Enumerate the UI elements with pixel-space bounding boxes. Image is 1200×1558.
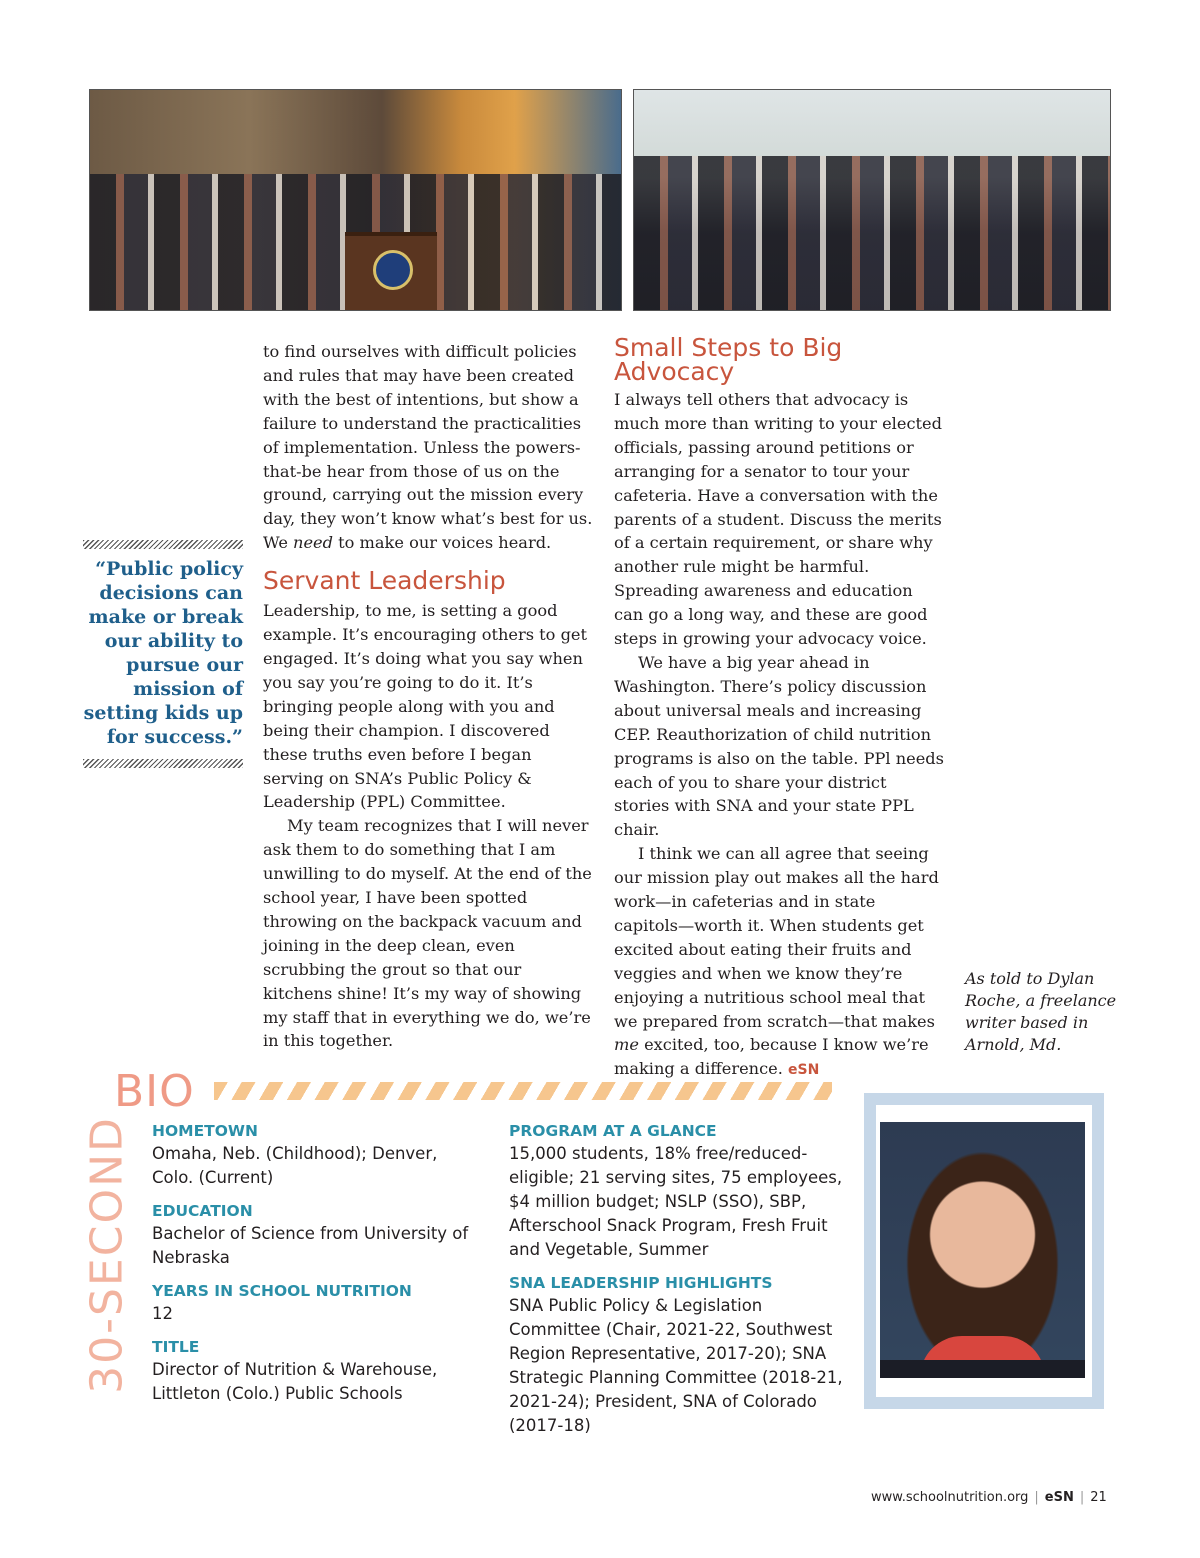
paragraph-text: I think we can all agree that seeing our mission play out makes all the hard work—in cafeterias and in state capitols—worth it. When students get excited about eating their fruits and veggies and when we know they’re enjoying a nutritious school meal that we prepared from scratch—that makes	[614, 844, 939, 1031]
section-heading-small-steps: Small Steps to Big Advocacy	[614, 333, 843, 386]
author-credit: As told to Dylan Roche, a freelance writer based in Arnold, Md.	[965, 969, 1117, 1054]
portrait-photo	[880, 1122, 1085, 1378]
bio-title: BIO	[114, 1066, 195, 1117]
paragraph-text: to find ourselves with difficult policies and rules that may have been created with the best of intentions, but show a failure to understand the practicalities of implementation. Unless the powers-that-be hear from those of us on the ground, carrying out the mission every day, they won’t know what’s best for us. We	[263, 342, 593, 553]
bio-column-left	[152, 1120, 482, 1416]
paragraph	[263, 340, 593, 555]
photo-state-seal	[373, 250, 413, 290]
footer-separator: |	[1079, 1490, 1085, 1505]
footer-website: www.schoolnutrition.org	[871, 1490, 1029, 1505]
emphasis-text: me	[614, 1035, 639, 1055]
end-mark-logo: eSN	[788, 1062, 820, 1079]
bio-value-leadership: SNA Public Policy & Legislation Committee (Chair, 2021-22, Southwest Region Representative, 2017-20); SNA Strategic Planning Committee (2018-21, 2021-24); President, SNA of Colorado (2017-18)	[509, 1296, 843, 1435]
bio-vertical-label: 30-SECOND	[81, 1116, 133, 1394]
bio-value-program: 15,000 students, 18% free/reduced-eligible; 21 serving sites, 75 employees, $4 million budget; NSLP (SSO), SBP, Afterschool Snack Program, Fresh Fruit and Vegetable, Summer	[509, 1144, 843, 1259]
paragraph: My team recognizes that I will never ask them to do something that I am unwilling to do myself. At the end of the school year, I have been spotted throwing on the backpack vacuum and joining in the deep clean, even scrubbing the grout so that our kitchens shine! It’s my way of showing my staff that in everything we do, we’re in this together.	[263, 816, 592, 1051]
pull-quote	[83, 540, 243, 768]
bio-label-title: TITLE	[152, 1338, 200, 1356]
page-footer	[871, 1490, 1107, 1505]
paragraph	[614, 842, 944, 1083]
hatch-rule-bottom	[83, 759, 243, 768]
bio-label-hometown: HOMETOWN	[152, 1122, 258, 1140]
footer-brand: eSN	[1044, 1490, 1074, 1505]
portrait-jacket	[880, 1360, 1085, 1378]
bio-stripe-decoration	[214, 1082, 832, 1100]
paragraph: Leadership, to me, is setting a good example. It’s encouraging others to get engaged. It’s doing what you say when you say you’re going to do it. It’s bringing people along with you and being their champion. I discovered these truths even before I began serving on SNA’s Public Policy & Leadership (PPL) Committee.	[263, 601, 588, 812]
bio-value-education: Bachelor of Science from University of Nebraska	[152, 1224, 469, 1267]
page-number: 21	[1090, 1490, 1107, 1505]
hatch-rule-top	[83, 540, 243, 549]
paragraph-text: to make our voices heard.	[333, 533, 552, 553]
pull-quote-text: “Public policy decisions can make or break our ability to pursue our mission of setting kids up for success.”	[83, 558, 243, 748]
article-column-left	[263, 340, 593, 1053]
paragraph: We have a big year ahead in Washington. There’s policy discussion about universal meals and increasing CEP. Reauthorization of child nutrition programs is also on the table. PPl needs each of you to share your district stories with SNA and your state PPL chair.	[614, 652, 944, 840]
footer-separator: |	[1034, 1490, 1039, 1505]
emphasis-text: need	[293, 533, 333, 553]
bio-column-right	[509, 1120, 854, 1448]
bio-value-title: Director of Nutrition & Warehouse, Littleton (Colo.) Public Schools	[152, 1360, 438, 1403]
photo-capitol-group	[89, 89, 622, 311]
paragraph-text: excited, too, because I know we’re making a difference.	[614, 1035, 929, 1079]
bio-value-hometown: Omaha, Neb. (Childhood); Denver, Colo. (Current)	[152, 1144, 438, 1187]
bio-value-years: 12	[152, 1304, 173, 1323]
bio-label-education: EDUCATION	[152, 1202, 253, 1220]
photo-group-portrait	[633, 89, 1111, 311]
bio-label-years: YEARS IN SCHOOL NUTRITION	[152, 1282, 412, 1300]
article-column-right	[614, 333, 944, 1083]
bio-label-program: PROGRAM AT A GLANCE	[509, 1122, 717, 1140]
photo-crowd-right	[634, 156, 1110, 310]
bio-label-leadership: SNA LEADERSHIP HIGHLIGHTS	[509, 1274, 773, 1292]
paragraph: I always tell others that advocacy is much more than writing to your elected officials, passing around petitions or arranging for a senator to tour your cafeteria. Have a conversation with the parents of a student. Discuss the merits of a certain requirement, or share why another rule might be harmful. Spreading awareness and education can go a long way, and these are good steps in growing your advocacy voice.	[614, 390, 942, 649]
section-heading-servant-leadership: Servant Leadership	[263, 566, 506, 596]
